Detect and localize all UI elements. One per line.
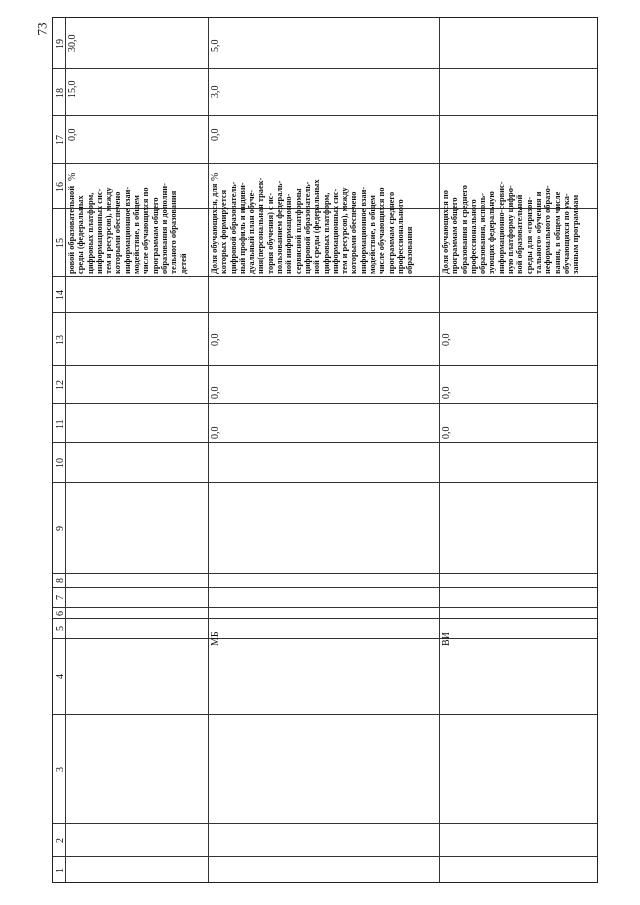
column-number-15: 15 bbox=[55, 238, 66, 248]
column-number-19: 19 bbox=[55, 39, 66, 49]
value-col-18: 3,0 bbox=[210, 85, 221, 98]
indicator-description bbox=[441, 181, 580, 274]
column-divider bbox=[53, 482, 597, 483]
description-line: занным программам bbox=[571, 194, 581, 274]
description-line: пользованием федераль- bbox=[275, 180, 285, 274]
description-line: ную платформу цифро- bbox=[506, 185, 516, 274]
description-line: неформального образо- bbox=[543, 185, 553, 274]
description-line: информационно-сервис- bbox=[496, 181, 506, 274]
column-divider bbox=[53, 163, 597, 164]
description-line: цифровых платформ, bbox=[85, 192, 95, 274]
column-divider bbox=[53, 638, 597, 639]
column-divider bbox=[53, 573, 597, 574]
column-number-6: 6 bbox=[55, 610, 66, 616]
budget-code: ВИ bbox=[441, 632, 452, 646]
column-number-2: 2 bbox=[55, 837, 66, 843]
column-number-1: 1 bbox=[55, 868, 66, 873]
description-line: ный профиль и индиви- bbox=[237, 182, 247, 274]
description-line: тем и ресурсов), между bbox=[104, 187, 114, 274]
column-number-9: 9 bbox=[55, 525, 66, 531]
description-line: детей bbox=[178, 253, 188, 274]
description-line: среды для «горизон- bbox=[524, 197, 534, 274]
value-col-19: 30,0 bbox=[67, 34, 78, 52]
description-line: Доля обучающихся по bbox=[441, 190, 450, 274]
description-line: профессионального bbox=[395, 199, 405, 274]
description-line: вания, в общем числе bbox=[552, 191, 562, 274]
value-col-17: 0,0 bbox=[67, 128, 78, 141]
value-col-13: 0,0 bbox=[210, 333, 221, 346]
column-number-3: 3 bbox=[55, 766, 66, 772]
description-line: образования bbox=[405, 226, 415, 274]
description-line: ровой образовательной bbox=[67, 185, 76, 274]
column-divider bbox=[53, 856, 597, 857]
column-divider bbox=[53, 312, 597, 313]
description-line: образования, исполь- bbox=[478, 193, 488, 274]
description-line: тельного образования bbox=[169, 190, 179, 274]
page-number: 73 bbox=[34, 22, 50, 36]
indicator-description bbox=[210, 178, 415, 274]
description-line: числе обучающихся по bbox=[141, 187, 151, 274]
description-line: которыми обеспечено bbox=[349, 191, 359, 274]
description-line: ния(персональная траек- bbox=[256, 177, 266, 274]
column-number-14: 14 bbox=[55, 290, 66, 300]
column-divider bbox=[53, 607, 597, 608]
unit: % bbox=[67, 172, 78, 181]
indicator-description bbox=[67, 183, 188, 274]
description-line: ной среды (федеральных bbox=[312, 179, 322, 274]
column-number-18: 18 bbox=[55, 87, 66, 98]
column-divider bbox=[53, 115, 597, 116]
value-col-12: 0,0 bbox=[441, 386, 452, 399]
description-line: образования и дополни- bbox=[159, 183, 169, 274]
description-line: цифровых платформ, bbox=[321, 192, 331, 274]
description-line: программам среднего bbox=[386, 191, 396, 274]
description-line: тального» обучения и bbox=[533, 191, 543, 274]
row-divider bbox=[208, 18, 209, 882]
column-divider bbox=[53, 714, 597, 715]
row-divider bbox=[439, 18, 440, 882]
description-line: сервисной платформы bbox=[293, 188, 303, 274]
column-number-8: 8 bbox=[55, 578, 66, 583]
description-line: вой образовательной bbox=[515, 194, 525, 274]
description-line: которых формируется bbox=[219, 189, 229, 274]
description-line: цифровой образователь- bbox=[302, 181, 312, 274]
description-line: Доля обучающихся, для bbox=[210, 183, 219, 274]
column-divider bbox=[53, 442, 597, 443]
column-divider bbox=[53, 587, 597, 588]
budget-code: МБ bbox=[210, 631, 221, 646]
column-divider bbox=[53, 403, 597, 404]
column-divider bbox=[53, 618, 597, 619]
column-divider bbox=[53, 68, 597, 69]
value-col-11: 0,0 bbox=[441, 426, 452, 439]
column-number-16: 16 bbox=[55, 181, 66, 192]
description-line: ной информационно- bbox=[284, 193, 294, 274]
description-line: цифровой образователь- bbox=[228, 181, 238, 274]
column-number-4: 4 bbox=[55, 674, 66, 679]
value-col-19: 5,0 bbox=[210, 39, 221, 52]
description-line: информационное взаи- bbox=[358, 186, 368, 274]
description-line: программам общего bbox=[150, 197, 160, 274]
description-line: среды (федеральных bbox=[76, 195, 86, 274]
description-line: дуальный план обуче- bbox=[247, 189, 257, 274]
description-line: программам общего bbox=[450, 197, 460, 274]
column-number-17: 17 bbox=[55, 135, 66, 145]
description-line: профессионального bbox=[468, 199, 478, 274]
column-number-5: 5 bbox=[55, 626, 66, 631]
description-line: модействие, в общем bbox=[132, 195, 142, 274]
unit: % bbox=[210, 172, 221, 181]
value-col-13: 0,0 bbox=[441, 333, 452, 346]
value-col-12: 0,0 bbox=[210, 386, 221, 399]
row-divider bbox=[65, 18, 66, 882]
description-line: тем и ресурсов), между bbox=[340, 187, 350, 274]
description-line: информационное взаи- bbox=[122, 186, 132, 274]
rotated-table bbox=[52, 17, 598, 883]
column-number-10: 10 bbox=[55, 458, 66, 468]
column-number-7: 7 bbox=[55, 595, 66, 600]
column-number-11: 11 bbox=[55, 418, 66, 429]
description-line: которыми обеспечено bbox=[113, 191, 123, 274]
description-line: информационных сис- bbox=[330, 188, 340, 274]
description-line: числе обучающихся по bbox=[377, 187, 387, 274]
column-divider bbox=[53, 276, 597, 277]
description-line: информационных сис- bbox=[94, 188, 104, 274]
column-divider bbox=[53, 365, 597, 366]
column-number-13: 13 bbox=[55, 334, 66, 345]
description-line: образования и среднего bbox=[459, 185, 469, 274]
value-col-11: 0,0 bbox=[210, 426, 221, 439]
column-divider bbox=[53, 823, 597, 824]
value-col-17: 0,0 bbox=[210, 128, 221, 141]
column-number-12: 12 bbox=[55, 380, 66, 390]
description-line: тория обучения) с ис- bbox=[265, 192, 275, 274]
value-col-18: 15,0 bbox=[67, 80, 78, 98]
description-line: обучающихся по ука- bbox=[561, 193, 571, 274]
description-line: модействие, в общем bbox=[368, 195, 378, 274]
description-line: зующих федеральную bbox=[487, 191, 497, 274]
